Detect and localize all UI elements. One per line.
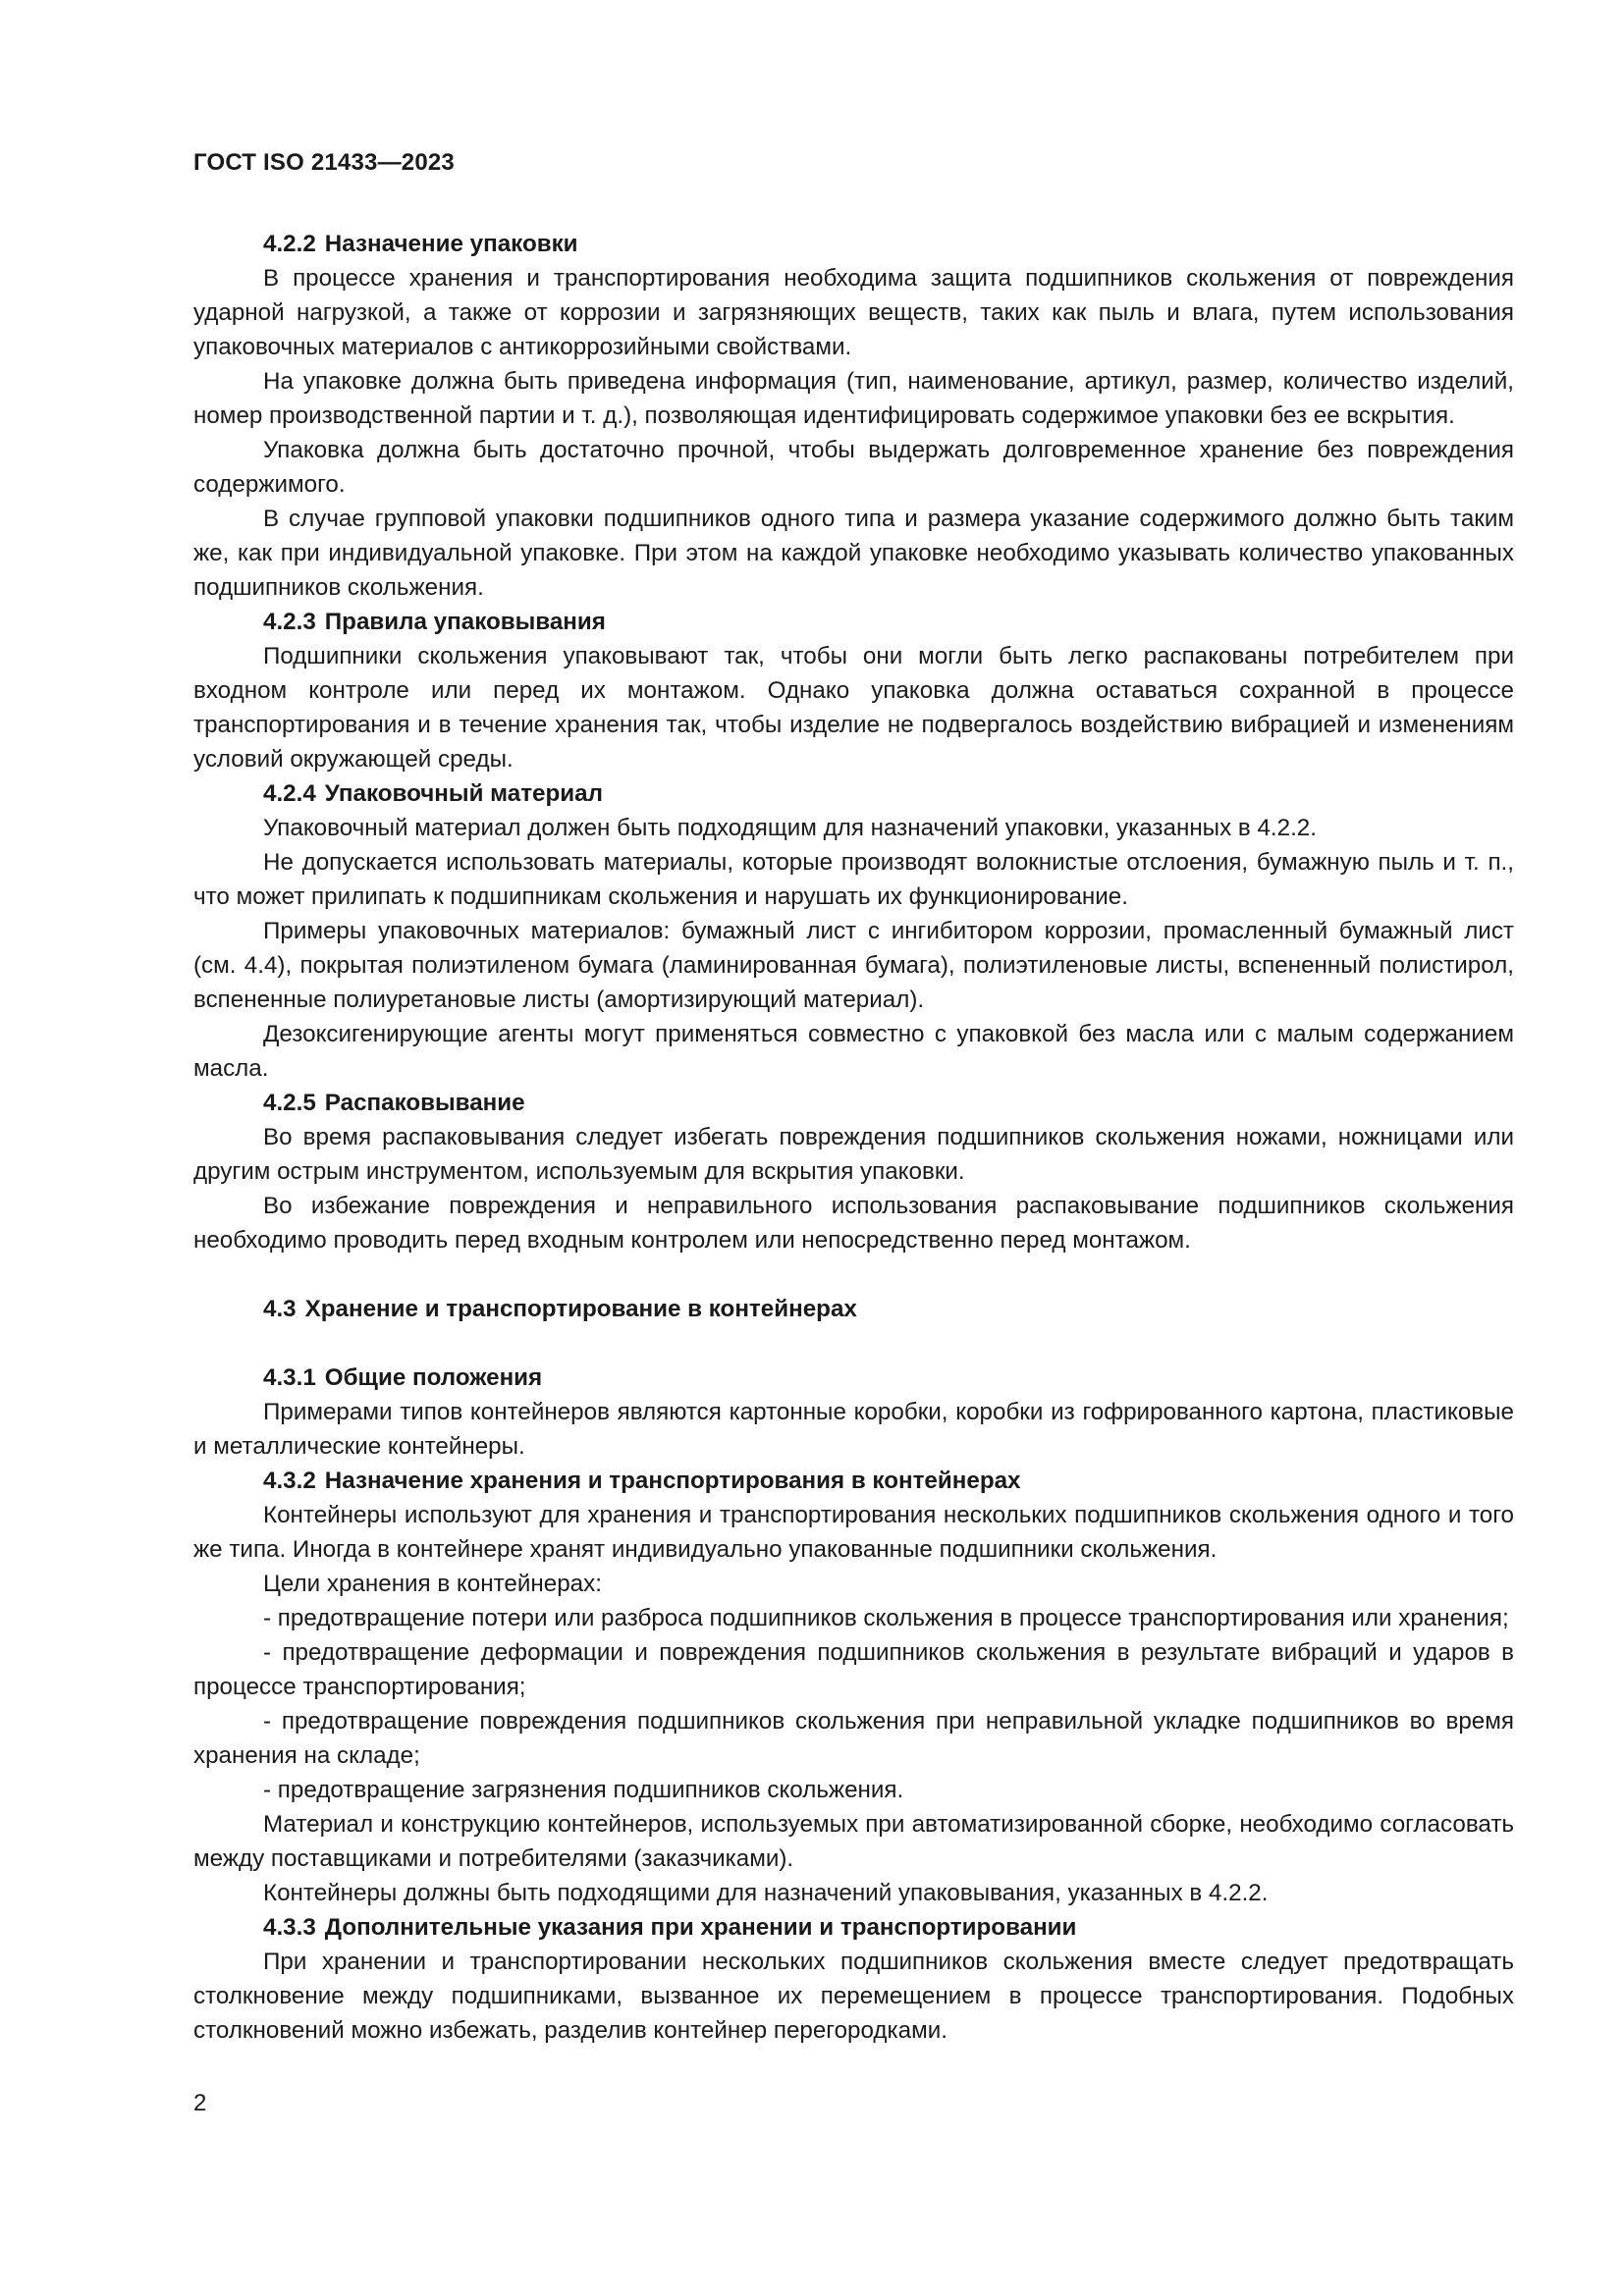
paragraph: На упаковке должна быть приведена информация (тип, наименование, артикул, размер, количество изделий, номер производственной партии и т. д.), позволяющая идентифицировать содержимое упаковки без ее вскрытия. [193, 368, 1514, 429]
section-number: 4.2.3 [263, 609, 316, 635]
paragraph: Цели хранения в контейнерах: [263, 1571, 602, 1597]
paragraph: Не допускается использовать материалы, которые производят волокнистые отслоения, бумажную пыль и т. п., что может прилипать к подшипникам скольжения и нарушать их функционирование. [193, 849, 1514, 910]
list-item: - предотвращение повреждения подшипников скольжения при неправильной укладке подшипников во время хранения на складе; [193, 1708, 1514, 1769]
section-heading-4-2-3 [193, 605, 1514, 639]
section-title: Распаковывание [324, 1090, 525, 1116]
section-heading-4-3-3 [193, 1910, 1514, 1945]
section-heading-4-2-5 [193, 1086, 1514, 1120]
paragraph: Примеры упаковочных материалов: бумажный лист с ингибитором коррозии, промасленный бумажный лист (см. 4.4), покрытая полиэтиленом бумага (ламинированная бумага), полиэтиленовые листы, вспененный полистирол, вспененные полиуретановые листы (амортизирующий материал). [193, 918, 1514, 1013]
section-heading-4-3-2 [193, 1464, 1514, 1498]
paragraph: Во время распаковывания следует избегать повреждения подшипников скольжения ножами, ножницами или другим острым инструментом, используемым для вскрытия упаковки. [193, 1124, 1514, 1185]
section-title: Дополнительные указания при хранении и транспортировании [324, 1914, 1077, 1941]
paragraph: В случае групповой упаковки подшипников одного типа и размера указание содержимого должно быть таким же, как при индивидуальной упаковке. При этом на каждой упаковке необходимо указывать количество упакованных подшипников скольжения. [193, 506, 1514, 601]
section-number: 4.3.1 [263, 1364, 316, 1391]
section-heading-4-3-1 [193, 1361, 1514, 1395]
section-heading-4-2-2 [193, 227, 1514, 261]
list-item: - предотвращение потери или разброса подшипников скольжения в процессе транспортирования или хранения; [263, 1605, 1509, 1631]
section-number: 4.3 [263, 1296, 297, 1322]
paragraph: Дезоксигенирующие агенты могут применяться совместно с упаковкой без масла или с малым содержанием масла. [193, 1021, 1514, 1082]
paragraph: Упаковочный материал должен быть подходящим для назначений упаковки, указанных в 4.2.2. [263, 815, 1317, 841]
paragraph: Упаковка должна быть достаточно прочной, чтобы выдержать долговременное хранение без повреждения содержимого. [193, 437, 1514, 498]
section-title: Правила упаковывания [324, 609, 606, 635]
paragraph: Подшипники скольжения упаковывают так, чтобы они могли быть легко распакованы потребителем при входном контроле или перед их монтажом. Однако упаковка должна оставаться сохранной в процессе транспортирования и в течение хранения так, чтобы изделие не подвергалось воздействию вибрацией и изменениям условий окружающей среды. [193, 643, 1514, 773]
section-number: 4.2.2 [263, 231, 316, 257]
section-title: Хранение и транспортирование в контейнерах [304, 1296, 857, 1322]
section-heading-4-2-4 [193, 776, 1514, 811]
paragraph: Материал и конструкцию контейнеров, используемых при автоматизированной сборке, необходимо согласовать между поставщиками и потребителями (заказчиками). [193, 1811, 1514, 1872]
list-item: - предотвращение загрязнения подшипников скольжения. [263, 1777, 904, 1803]
paragraph: В процессе хранения и транспортирования необходима защита подшипников скольжения от повреждения ударной нагрузкой, а также от коррозии и загрязняющих веществ, таких как пыль и влага, путем использования упаковочных материалов с антикоррозийными свойствами. [193, 265, 1514, 360]
paragraph: Во избежание повреждения и неправильного использования распаковывание подшипников скольжения необходимо проводить перед входным контролем или непосредственно перед монтажом. [193, 1193, 1514, 1254]
section-number: 4.2.4 [263, 780, 316, 807]
paragraph: При хранении и транспортировании нескольких подшипников скольжения вместе следует предотвращать столкновение между подшипниками, вызванное их перемещением в процессе транспортирования. Подобных столкновений можно избежать, разделив контейнер перегородками. [193, 1949, 1514, 2044]
paragraph: Контейнеры должны быть подходящими для назначений упаковывания, указанных в 4.2.2. [263, 1880, 1269, 1906]
section-number: 4.3.2 [263, 1468, 316, 1494]
document-header: ГОСТ ISO 21433—2023 [193, 149, 455, 176]
document-body [193, 227, 1514, 2048]
paragraph: Контейнеры используют для хранения и транспортирования нескольких подшипников скольжения одного и того же типа. Иногда в контейнере хранят индивидуально упакованные подшипники скольжения. [193, 1502, 1514, 1563]
section-number: 4.3.3 [263, 1914, 316, 1941]
section-title: Общие положения [324, 1364, 543, 1391]
section-title: Назначение хранения и транспортирования в контейнерах [324, 1468, 1021, 1494]
section-number: 4.2.5 [263, 1090, 316, 1116]
page-number: 2 [193, 2090, 207, 2116]
list-item: - предотвращение деформации и повреждения подшипников скольжения в результате вибраций и ударов в процессе транспортирования; [193, 1639, 1514, 1700]
section-title: Назначение упаковки [324, 231, 578, 257]
paragraph: Примерами типов контейнеров являются картонные коробки, коробки из гофрированного картона, пластиковые и металлические контейнеры. [193, 1399, 1514, 1460]
section-heading-4-3 [193, 1292, 1514, 1326]
section-title: Упаковочный материал [324, 780, 603, 807]
